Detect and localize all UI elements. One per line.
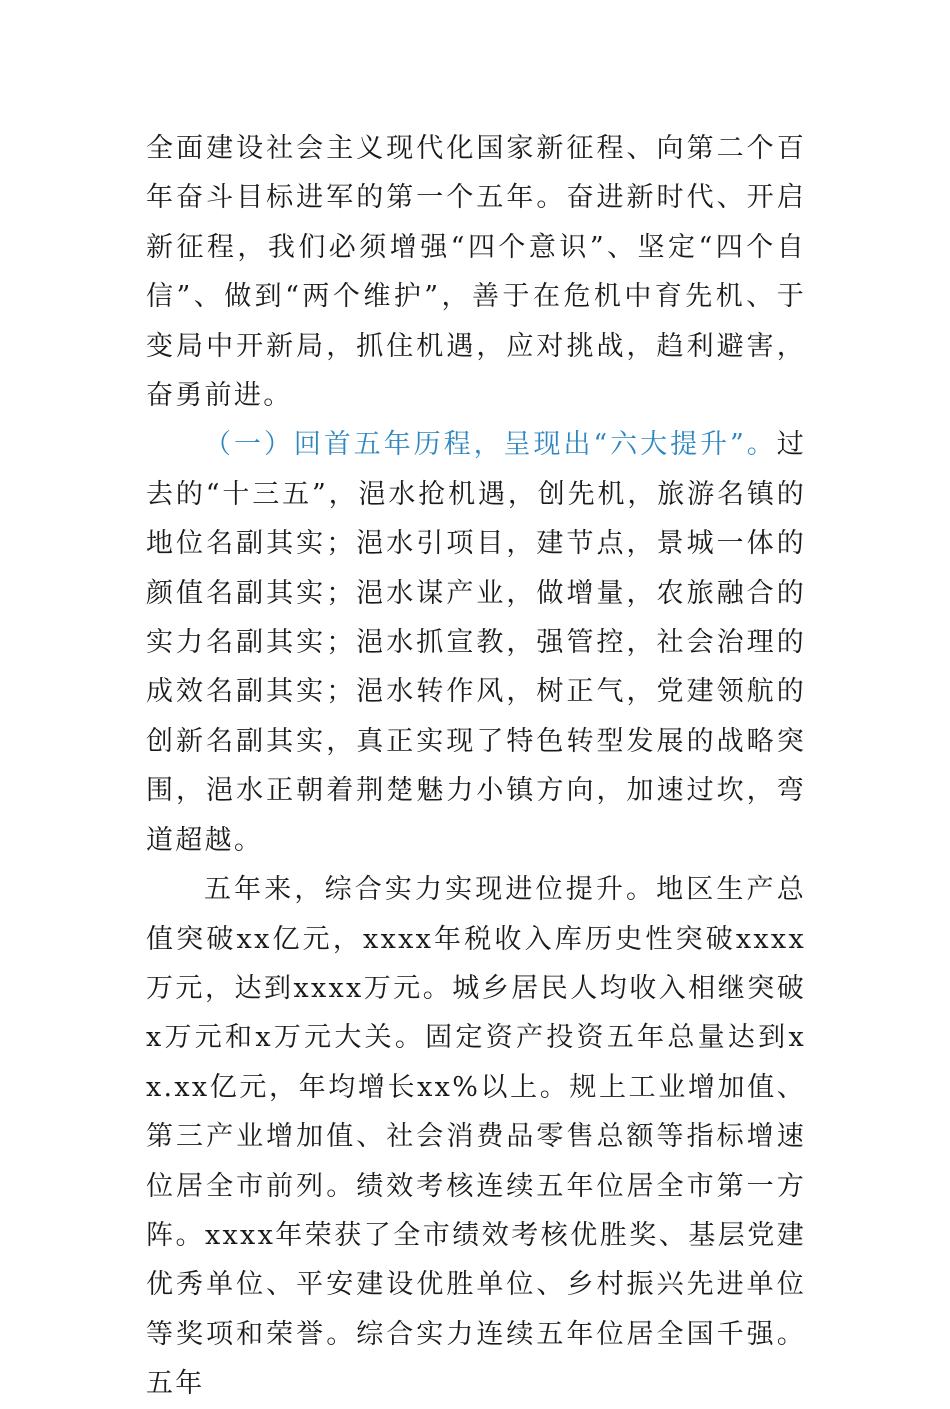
paragraph-continuation: 全面建设社会主义现代化国家新征程、向第二个百年奋斗目标进军的第一个五年。奋进新时代、开启新征程，我们必须增强“四个意识”、坚定“四个自信”、做到“两个维护”，善于在危机中育先机、于变局中开新局，抓住机遇，应对挑战，趋利避害，奋勇前进。	[146, 133, 806, 412]
section-body-text: 过去的“十三五”，浥水抢机遇，创先机，旅游名镇的地位名副其实；浥水引项目，建节点，景城一体的颜值名副其实；浥水谋产业，做增量，农旅融合的实力名副其实；浥水抓宣教，强管控，社会治理的成效名副其实；浥水转作风，树正气，党建领航的创新名副其实，真正实现了特色转型发展的战略突围，浥水正朝着荆楚魅力小镇方向，加速过坎，弯道超越。	[146, 429, 806, 856]
paragraph-section-one	[146, 420, 806, 865]
section-heading: （一）回首五年历程，呈现出“六大提升”。	[204, 429, 777, 461]
paragraph-five-years: 五年来，综合实力实现进位提升。地区生产总值突破xx亿元，xxxx年税收入库历史性突破xxxx万元，达到xxxx万元。城乡居民人均收入相继突破x万元和x万元大关。固定资产投资五年总量达到xx.xx亿元，年均增长xx%以上。规上工业增加值、第三产业增加值、社会消费品零售总额等指标增速位居全市前列。绩效考核连续五年位居全市第一方阵。xxxx年荣获了全市绩效考核优胜奖、基层党建优秀单位、平安建设优胜单位、乡村振兴先进单位等奖项和荣誉。综合实力连续五年位居全国千强。五年	[146, 874, 806, 1400]
document-body	[146, 124, 806, 1409]
